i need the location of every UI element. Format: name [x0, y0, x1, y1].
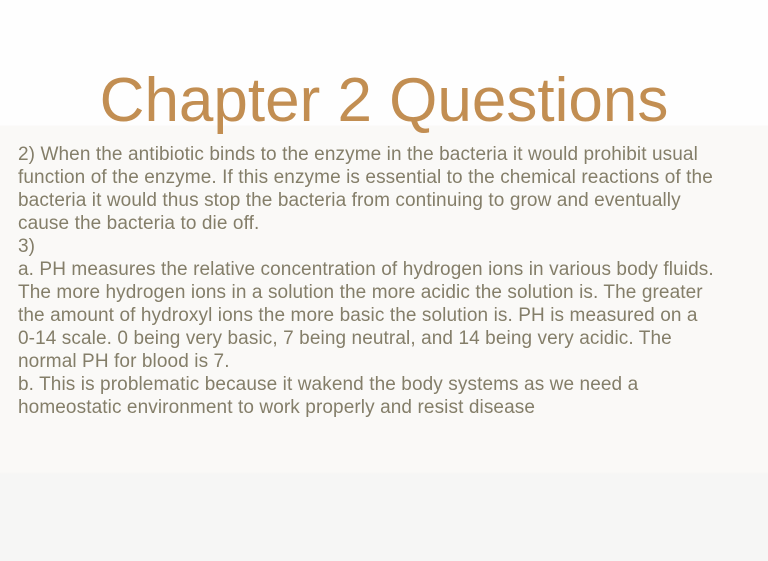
answer-text-block: [18, 143, 758, 419]
text-line: 3): [18, 236, 36, 257]
text-line: 0-14 scale. 0 being very basic, 7 being neutral, and 14 being very acidic. The: [18, 328, 672, 349]
text-line: bacteria it would thus stop the bacteria from continuing to grow and eventually: [18, 190, 681, 211]
text-line: The more hydrogen ions in a solution the more acidic the solution is. The greater: [18, 282, 703, 303]
text-line: the amount of hydroxyl ions the more basic the solution is. PH is measured on a: [18, 305, 698, 326]
text-line: a. PH measures the relative concentration of hydrogen ions in various body fluids.: [18, 259, 714, 280]
text-line: b. This is problematic because it wakend the body systems as we need a: [18, 374, 639, 395]
text-line: cause the bacteria to die off.: [18, 213, 260, 234]
text-line: 2) When the antibiotic binds to the enzyme in the bacteria it would prohibit usual: [18, 144, 698, 165]
text-line: normal PH for blood is 7.: [18, 351, 230, 372]
page-title: Chapter 2 Questions: [99, 65, 669, 135]
text-line: function of the enzyme. If this enzyme is essential to the chemical reactions of the: [18, 167, 713, 188]
text-line: homeostatic environment to work properly and resist disease: [18, 397, 536, 418]
